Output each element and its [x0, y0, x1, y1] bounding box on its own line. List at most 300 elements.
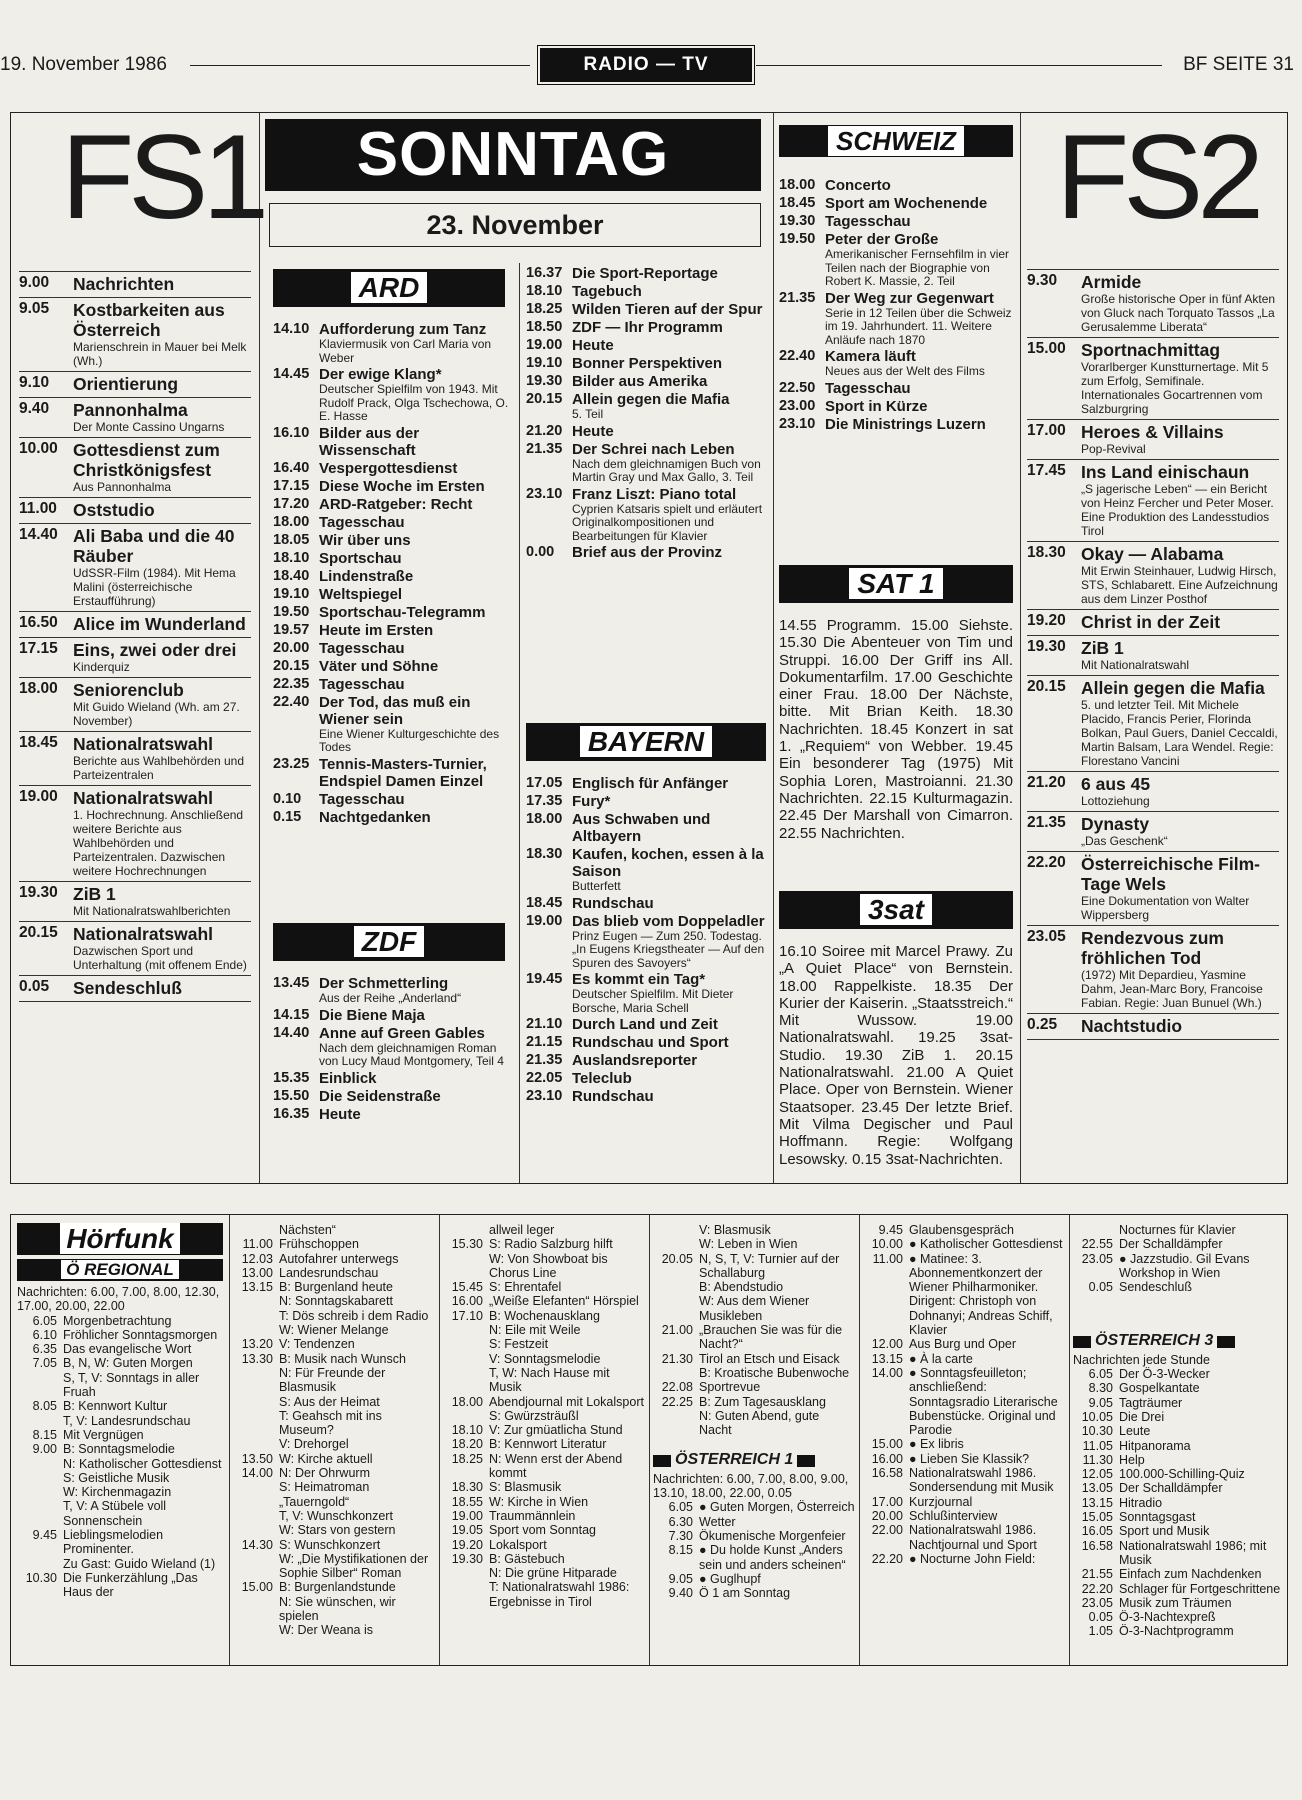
program-item: [779, 348, 1013, 380]
program-item: [273, 568, 509, 586]
radio-title: Morgenbetrachtung: [63, 1313, 172, 1328]
zdf-program-list: [273, 975, 509, 1124]
radio-time: 6.35: [32, 1342, 57, 1357]
radio-entry: [17, 1485, 223, 1499]
program-title: Sendeschluß: [73, 978, 182, 998]
program-row: [526, 283, 766, 300]
program-body: [73, 640, 236, 674]
radio-entry: [17, 1328, 223, 1342]
radio-title: ● Katholischer Gottesdienst: [909, 1237, 1063, 1252]
radio-time: [233, 1323, 279, 1337]
radio-entry: [1073, 1481, 1281, 1495]
program-item: [526, 846, 766, 895]
radio-entry: [1073, 1396, 1281, 1410]
radio-title: ● Ex libris: [909, 1437, 964, 1452]
program-row: [19, 374, 251, 394]
program-title: Weltspiegel: [319, 585, 403, 603]
program-title: Fury*: [572, 793, 611, 810]
radio-title: ● Jazzstudio. Gil Evans Workshop in Wien: [1119, 1251, 1250, 1280]
radio-title: allweil leger: [489, 1223, 555, 1237]
radio-entry: [443, 1280, 645, 1294]
radio-title: W: Kirchenmagazin: [63, 1485, 172, 1500]
program-description: Große historische Oper in fünf Akten von Gluck nach Torquato Tassos „La Gerusalemme Liberata“: [1081, 292, 1276, 334]
radio-entry: [1073, 1467, 1281, 1481]
radio-time: [443, 1352, 489, 1366]
radio-time: 0.05: [1088, 1280, 1113, 1295]
program-row: [273, 496, 509, 513]
program-body: [319, 640, 405, 657]
radio-entry: [443, 1523, 645, 1537]
program-item: [779, 231, 1013, 290]
program-description: Deutscher Spielfilm. Mit Dieter Borsche, Maria Schell: [572, 987, 734, 1015]
radio-column-1: [17, 1223, 223, 1600]
program-item: [526, 373, 766, 391]
radio-time: [233, 1294, 279, 1308]
radio-title: ● Du holde Kunst „Anders sein und anders scheinen“: [699, 1543, 846, 1572]
program-row: [273, 1007, 509, 1024]
program-description: Neues aus der Welt des Films: [825, 364, 985, 378]
program-time: 22.05: [526, 1070, 563, 1086]
program-item: [526, 793, 766, 811]
program-body: [572, 283, 642, 300]
program-time: 9.10: [19, 374, 50, 391]
program-title: Heute: [319, 1105, 361, 1123]
radio-time: 19.30: [451, 1551, 483, 1566]
program-item: [273, 514, 509, 532]
program-item: [526, 319, 766, 337]
oe3-label: ÖSTERREICH 3: [1095, 1332, 1214, 1350]
oe-regional-news-times: Nachrichten: 6.00, 7.00, 8.00, 12.30, 17.00, 20.00, 22.00: [17, 1285, 220, 1314]
radio-title: V: Blasmusik: [699, 1223, 771, 1237]
program-time: 16.37: [526, 265, 563, 281]
program-item: [19, 372, 251, 398]
program-item: [19, 498, 251, 524]
program-row: [779, 195, 1013, 212]
program-body: [572, 373, 707, 390]
program-time: 10.00: [19, 440, 58, 457]
radio-column-5: [863, 1223, 1065, 1566]
radio-entry: [1073, 1510, 1281, 1524]
radio-title: ● Sonntagsfeuilleton; anschließend: Sonntagsradio Literarische Bubenstücke. Original und Parodie: [909, 1365, 1058, 1438]
radio-title: S: Ehrentafel: [489, 1280, 562, 1295]
program-description: Deutscher Spielfilm von 1943. Mit Rudolf Prack, Olga Tschechowa, O. E. Hasse: [319, 382, 509, 423]
column-divider: [1069, 1215, 1070, 1665]
radio-time: 17.10: [451, 1308, 483, 1323]
program-title: Pannonhalma: [73, 400, 188, 420]
oe-regional-list-1: [17, 1314, 223, 1600]
program-description: (1972) Mit Depardieu, Yasmine Dahm, Jean-Marc Bory, Francoise Fabian. Regie: Juan Bunuel (Wh.): [1081, 968, 1263, 1010]
radio-title: B: Sonntagsmelodie: [63, 1442, 175, 1457]
program-title: Oststudio: [73, 500, 155, 520]
radio-entry: [863, 1223, 1065, 1237]
bayern-banner: [526, 723, 766, 761]
program-row: [273, 321, 509, 365]
radio-title: Sendeschluß: [1119, 1280, 1192, 1295]
program-row: [526, 486, 766, 544]
program-item: [526, 1034, 766, 1052]
radio-title: Lokalsport: [489, 1537, 547, 1552]
block-icon: [1217, 1336, 1235, 1348]
radio-entry: [233, 1523, 435, 1537]
radio-time: 6.05: [32, 1313, 57, 1328]
program-time: 21.35: [779, 289, 816, 306]
program-body: [572, 895, 654, 912]
program-item: [1027, 338, 1279, 420]
radio-title: Nationalratswahl 1986; mit Musik: [1119, 1538, 1267, 1567]
program-item: [273, 586, 509, 604]
program-item: [273, 604, 509, 622]
program-row: [1027, 814, 1279, 848]
radio-time: 12.00: [871, 1337, 903, 1352]
program-title: Tagesschau: [825, 379, 911, 397]
program-body: [1081, 1016, 1182, 1036]
radio-entry: [443, 1366, 645, 1395]
program-item: [19, 638, 251, 678]
radio-entry: [233, 1337, 435, 1351]
header-rule-right: [756, 65, 1162, 66]
radio-time: 9.45: [32, 1528, 57, 1543]
radio-time: 22.08: [661, 1380, 693, 1395]
program-row: [526, 811, 766, 845]
radio-time: 19.20: [451, 1537, 483, 1552]
program-title: Sportschau-Telegramm: [319, 603, 486, 621]
program-body: [1081, 854, 1279, 922]
program-time: 18.40: [273, 567, 310, 584]
program-body: [319, 791, 405, 808]
radio-title: N: Wenn erst der Abend kommt: [489, 1451, 623, 1481]
program-body: [73, 500, 155, 520]
program-row: [526, 1088, 766, 1105]
program-description: 5. und letzter Teil. Mit Michele Placido, Francis Perier, Florinda Bolkan, Paul Guers, Daniel Ceccaldi, Martin Balsam, Lara Wendel. Regie: Florestano Vancini: [1081, 698, 1278, 768]
radio-entry: [17, 1528, 223, 1557]
tv-program-box: [10, 112, 1288, 1184]
program-time: 18.10: [526, 283, 563, 299]
radio-entry: [653, 1380, 855, 1394]
program-title: Franz Liszt: Piano total: [572, 485, 737, 503]
program-time: 9.05: [19, 300, 50, 317]
radio-title: Nationalratswahl 1986. Sondersendung mit Musik: [909, 1466, 1054, 1495]
program-row: [273, 658, 509, 675]
block-icon: [653, 1455, 671, 1467]
program-row: [1027, 612, 1279, 632]
radio-time: [233, 1552, 279, 1581]
radio-entry: [863, 1237, 1065, 1251]
program-time: 14.45: [273, 366, 310, 382]
radio-entry: [443, 1423, 645, 1437]
schweiz-label: SCHWEIZ: [828, 126, 964, 156]
radio-entry: [863, 1337, 1065, 1351]
program-time: 17.45: [1027, 462, 1066, 479]
program-item: [19, 438, 251, 498]
program-body: [319, 676, 405, 693]
program-row: [19, 788, 251, 878]
program-row: [19, 734, 251, 782]
radio-time: 15.00: [871, 1437, 903, 1452]
radio-entry: [863, 1552, 1065, 1566]
column-divider: [519, 263, 520, 1183]
program-time: 19.50: [273, 603, 310, 620]
issue-date: 19. November 1986: [0, 54, 167, 75]
program-row: [779, 380, 1013, 397]
program-body: [73, 884, 230, 918]
radio-entry: [233, 1466, 435, 1480]
program-row: [1027, 774, 1279, 808]
program-title: Sportschau: [319, 549, 402, 567]
program-row: [19, 680, 251, 728]
radio-entry: [443, 1509, 645, 1523]
radio-time: [17, 1414, 63, 1428]
fs2-logo: FS2: [1056, 110, 1259, 244]
program-row: [526, 265, 766, 282]
radio-entry: [653, 1352, 855, 1366]
program-item: [526, 1052, 766, 1070]
radio-entry: [1073, 1252, 1281, 1281]
program-title: Armide: [1081, 272, 1142, 292]
program-row: [273, 756, 509, 790]
radio-time: [233, 1309, 279, 1323]
radio-title: B: Kennwort Literatur: [489, 1437, 607, 1452]
radio-entry: [443, 1452, 645, 1481]
radio-time: 10.05: [1081, 1409, 1113, 1424]
program-item: [526, 971, 766, 1016]
program-description: 5. Teil: [572, 407, 604, 421]
radio-entry: [443, 1580, 645, 1609]
radio-time: [443, 1409, 489, 1423]
radio-time: 9.00: [32, 1442, 57, 1457]
radio-time: 15.00: [241, 1580, 273, 1595]
radio-time: 6.10: [32, 1327, 57, 1342]
program-item: [1027, 460, 1279, 542]
program-time: 0.05: [19, 978, 50, 995]
program-description: Mit Guido Wieland (Wh. am 27. November): [73, 700, 240, 728]
program-item: [1027, 812, 1279, 852]
program-time: 22.50: [779, 379, 816, 396]
radio-time: 13.15: [241, 1280, 273, 1295]
radio-time: 16.05: [1081, 1524, 1113, 1539]
radio-entry: [17, 1442, 223, 1456]
program-title: Aus Schwaben und Altbayern: [572, 811, 711, 845]
program-title: Tagesschau: [319, 513, 405, 531]
program-body: [319, 478, 485, 495]
radio-entry: [233, 1366, 435, 1395]
program-body: [319, 586, 402, 603]
radio-column-3: [443, 1223, 645, 1609]
radio-entry: [443, 1538, 645, 1552]
program-row: [779, 231, 1013, 289]
program-title: Lindenstraße: [319, 567, 414, 585]
program-row: [1027, 678, 1279, 768]
radio-title: Ö-3-Nachtprogramm: [1119, 1624, 1234, 1639]
program-row: [779, 348, 1013, 379]
radio-title: Der Schalldämpfer: [1119, 1481, 1223, 1496]
program-title: Einblick: [319, 1069, 377, 1087]
radio-time: 7.05: [32, 1356, 57, 1371]
program-row: [526, 355, 766, 372]
radio-title: S: Festzeit: [489, 1337, 549, 1352]
radio-title: T, W: Nach Hause mit Musik: [489, 1365, 610, 1395]
program-item: [273, 1106, 509, 1124]
program-description: Lottoziehung: [1081, 794, 1150, 808]
program-title: Tagesschau: [319, 639, 405, 657]
program-item: [273, 496, 509, 514]
radio-entry: [863, 1495, 1065, 1509]
radio-title: V: Drehorgel: [279, 1437, 349, 1452]
program-row: [526, 391, 766, 422]
program-body: [319, 694, 509, 755]
radio-title: S: Aus der Heimat: [279, 1394, 380, 1409]
program-row: [1027, 854, 1279, 922]
program-time: 16.10: [273, 424, 310, 441]
program-body: [319, 514, 405, 531]
program-body: [825, 213, 911, 230]
schweiz-program-list: [779, 177, 1013, 434]
program-title: Diese Woche im Ersten: [319, 477, 485, 495]
oe1-heading: [653, 1453, 855, 1467]
program-body: [572, 441, 766, 485]
program-time: 23.00: [779, 397, 816, 414]
radio-entry: [1073, 1582, 1281, 1596]
radio-entry: [653, 1294, 855, 1323]
radio-entry: [233, 1266, 435, 1280]
radio-entry: [1073, 1410, 1281, 1424]
radio-title: T, V: Landesrundschau: [63, 1413, 191, 1428]
fs2-program-list: [1027, 269, 1279, 1040]
radio-title: Die Drei: [1119, 1409, 1165, 1424]
program-title: Wilden Tieren auf der Spur: [572, 301, 763, 318]
program-item: [526, 895, 766, 913]
program-time: 21.15: [526, 1034, 563, 1050]
radio-title: T: Nationalratswahl 1986: Ergebnisse in Tirol: [489, 1580, 630, 1609]
program-time: 18.00: [19, 680, 58, 697]
program-item: [273, 425, 509, 460]
program-title: Peter der Große: [825, 231, 939, 248]
page-header: [0, 40, 1302, 90]
program-description: Vorarlberger Kunstturnertage. Mit 5 zum Erfolg, Semifinale. Internationales Gocartrennen vom Salzburgring: [1081, 360, 1269, 416]
radio-entry: [443, 1552, 645, 1566]
program-time: 18.30: [1027, 544, 1066, 561]
program-time: 17.35: [526, 793, 563, 809]
radio-time: 15.05: [1081, 1510, 1113, 1525]
program-body: [73, 526, 251, 608]
program-item: [526, 1070, 766, 1088]
program-title: Anne auf Green Gables: [319, 1024, 485, 1042]
program-title: Es kommt ein Tag*: [572, 971, 706, 988]
program-title: Wir über uns: [319, 531, 411, 549]
program-body: [73, 924, 251, 972]
program-title: Orientierung: [73, 374, 179, 394]
program-title: Ali Baba und die 40 Räuber: [73, 526, 235, 566]
program-time: 23.25: [273, 755, 310, 772]
radio-title: S: Radio Salzburg hilft: [489, 1237, 613, 1252]
program-item: [526, 486, 766, 545]
program-body: [572, 265, 718, 282]
radio-title: ● Guten Morgen, Österreich: [699, 1500, 855, 1515]
radio-time: 10.30: [25, 1570, 57, 1585]
program-time: 18.05: [273, 531, 310, 548]
program-time: 21.35: [1027, 814, 1066, 831]
program-body: [825, 348, 985, 379]
radio-time: 7.30: [668, 1528, 693, 1543]
radio-title: N: Eile mit Weile: [489, 1323, 581, 1338]
radio-title: Ö 1 am Sonntag: [699, 1586, 791, 1601]
program-row: [526, 373, 766, 390]
program-item: [19, 922, 251, 976]
radio-time: [443, 1223, 489, 1237]
program-body: [572, 486, 766, 544]
program-item: [526, 265, 766, 283]
radio-entry: [443, 1495, 645, 1509]
program-row: [526, 1052, 766, 1069]
radio-time: [17, 1371, 63, 1400]
radio-time: 16.00: [451, 1294, 483, 1309]
program-time: 18.30: [526, 846, 563, 862]
program-item: [1027, 852, 1279, 926]
radio-title: Sportrevue: [699, 1380, 761, 1395]
program-title: Christ in der Zeit: [1081, 612, 1221, 632]
program-row: [1027, 462, 1279, 538]
program-title: ZiB 1: [73, 884, 116, 904]
program-body: [319, 550, 402, 567]
program-item: [1027, 270, 1279, 338]
radio-time: 16.58: [871, 1466, 903, 1481]
radio-time: 18.55: [451, 1494, 483, 1509]
program-time: 0.15: [273, 808, 302, 825]
ard-program-list: [273, 321, 509, 827]
program-item: [526, 301, 766, 319]
radio-program-box: [10, 1214, 1288, 1666]
oe-regional-banner: [17, 1259, 223, 1281]
program-description: Mit Erwin Steinhauer, Ludwig Hirsch, STS, Schlabarett. Eine Aufzeichnung aus dem Linzer Posthof: [1081, 564, 1278, 606]
radio-entry: [443, 1352, 645, 1366]
program-row: [526, 301, 766, 318]
program-item: [1027, 542, 1279, 610]
program-row: [526, 441, 766, 485]
program-row: [779, 398, 1013, 415]
radio-entry: [653, 1366, 855, 1380]
radio-entry: [233, 1437, 435, 1451]
program-time: 16.50: [19, 614, 58, 631]
program-description: Klaviermusik von Carl Maria von Weber: [319, 337, 492, 365]
program-item: [273, 460, 509, 478]
program-row: [273, 622, 509, 639]
radio-time: [443, 1366, 489, 1395]
radio-entry: [443, 1309, 645, 1323]
radio-time: 14.00: [241, 1466, 273, 1481]
fs1-program-list: [19, 271, 251, 1002]
radio-time: [443, 1252, 489, 1281]
radio-entry: [17, 1342, 223, 1356]
program-row: [273, 1088, 509, 1105]
program-row: [1027, 340, 1279, 416]
radio-title: S: Wunschkonzert: [279, 1537, 381, 1552]
program-description: Mit Nationalratswahl: [1081, 658, 1190, 672]
radio-title: S, T, V: Sonntags in aller Fruah: [63, 1370, 200, 1400]
program-body: [73, 440, 251, 494]
program-row: [273, 676, 509, 693]
radio-title: B: Zum Tagesausklang: [699, 1394, 826, 1409]
program-item: [273, 1025, 509, 1070]
program-body: [572, 355, 722, 372]
radio-title: 100.000-Schilling-Quiz: [1119, 1467, 1245, 1482]
program-body: [73, 300, 251, 368]
column-divider: [1020, 113, 1021, 1183]
fs1-logo: FS1: [61, 110, 264, 244]
program-item: [273, 809, 509, 827]
program-title: Allein gegen die Mafia: [1081, 678, 1265, 698]
radio-title: N: Katholischer Gottesdienst: [63, 1456, 222, 1471]
radio-time: 11.30: [1082, 1452, 1113, 1467]
radio-title: Nationalratswahl 1986. Nachtjournal und Sport: [909, 1523, 1037, 1552]
